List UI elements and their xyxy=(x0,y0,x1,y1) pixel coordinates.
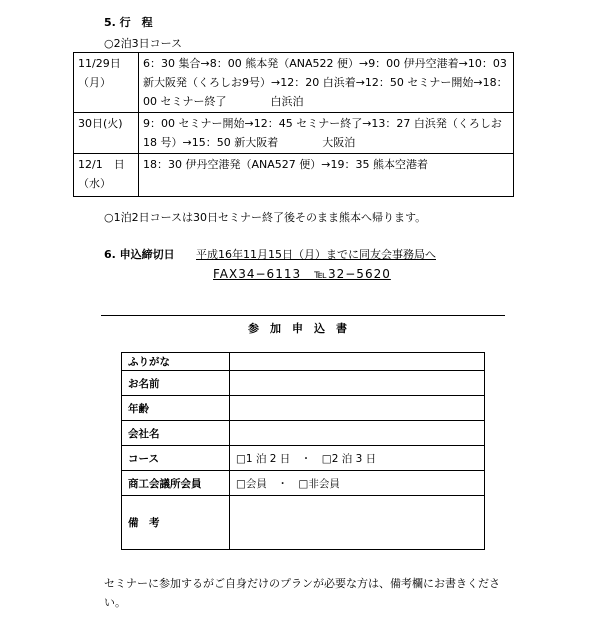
name-field[interactable] xyxy=(230,371,485,396)
furigana-field[interactable] xyxy=(230,353,485,371)
course-title: ○2泊3日コース xyxy=(104,37,183,50)
deadline-text: 平成16年11月15日（月）までに同友会事務局へ xyxy=(196,248,436,261)
form-row xyxy=(122,496,485,550)
age-field[interactable] xyxy=(230,396,485,421)
form-row xyxy=(122,421,485,446)
itinerary-table xyxy=(73,52,514,197)
footer-note-line1: セミナーに参加するがご自身だけのプランが必要な方は、備考欄にお書きくださ xyxy=(104,577,500,590)
date-line: （水） xyxy=(78,177,111,190)
name-label: お名前 xyxy=(122,371,230,396)
itinerary-date xyxy=(74,154,139,197)
membership-label: 商工会議所会員 xyxy=(122,471,230,496)
date-line: 11/29日 xyxy=(78,57,121,70)
section5-heading: 5. 行 程 xyxy=(104,16,153,29)
furigana-label: ふりがな xyxy=(122,353,230,371)
form-title: 参 加 申 込 書 xyxy=(248,322,347,335)
form-row xyxy=(122,353,485,371)
table-row xyxy=(74,53,514,113)
application-form xyxy=(121,352,485,550)
footer-note-line2: い。 xyxy=(104,596,126,609)
itinerary-date: 30日(火) xyxy=(74,113,139,154)
itinerary-detail: 18：30 伊丹空港発（ANA527 便）→19：35 熊本空港着 xyxy=(139,154,514,197)
course-options[interactable]: □1 泊 2 日 ・ □2 泊 3 日 xyxy=(230,446,485,471)
contact-text: FAX34−6113 ℡32−5620 xyxy=(213,267,391,281)
itinerary-date xyxy=(74,53,139,113)
membership-options[interactable]: □会員 ・ □非会員 xyxy=(230,471,485,496)
table-row xyxy=(74,113,514,154)
form-row xyxy=(122,471,485,496)
divider xyxy=(101,315,505,316)
course-label: コース xyxy=(122,446,230,471)
remarks-field[interactable] xyxy=(230,496,485,550)
itinerary-detail: 6：30 集合→8：00 熊本発（ANA522 便）→9：00 伊丹空港着→10：03 新大阪発（くろしお9号）→12：20 白浜着→12：50 セミナー開始→18：00 セミナー終了 白浜泊 xyxy=(139,53,514,113)
form-row xyxy=(122,446,485,471)
form-row xyxy=(122,396,485,421)
date-line: （月） xyxy=(78,76,111,89)
company-label: 会社名 xyxy=(122,421,230,446)
table-row xyxy=(74,154,514,197)
date-line: 12/1 日 xyxy=(78,158,125,171)
section6-heading: 6. 申込締切日 xyxy=(104,248,175,261)
remarks-label: 備 考 xyxy=(122,496,230,550)
age-label: 年齢 xyxy=(122,396,230,421)
itinerary-detail: 9：00 セミナー開始→12：45 セミナー終了→13：27 白浜発（くろしお18 号）→15：50 新大阪着 大阪泊 xyxy=(139,113,514,154)
company-field[interactable] xyxy=(230,421,485,446)
form-row xyxy=(122,371,485,396)
one-night-note: ○1泊2日コースは30日セミナー終了後そのまま熊本へ帰ります。 xyxy=(104,211,427,224)
